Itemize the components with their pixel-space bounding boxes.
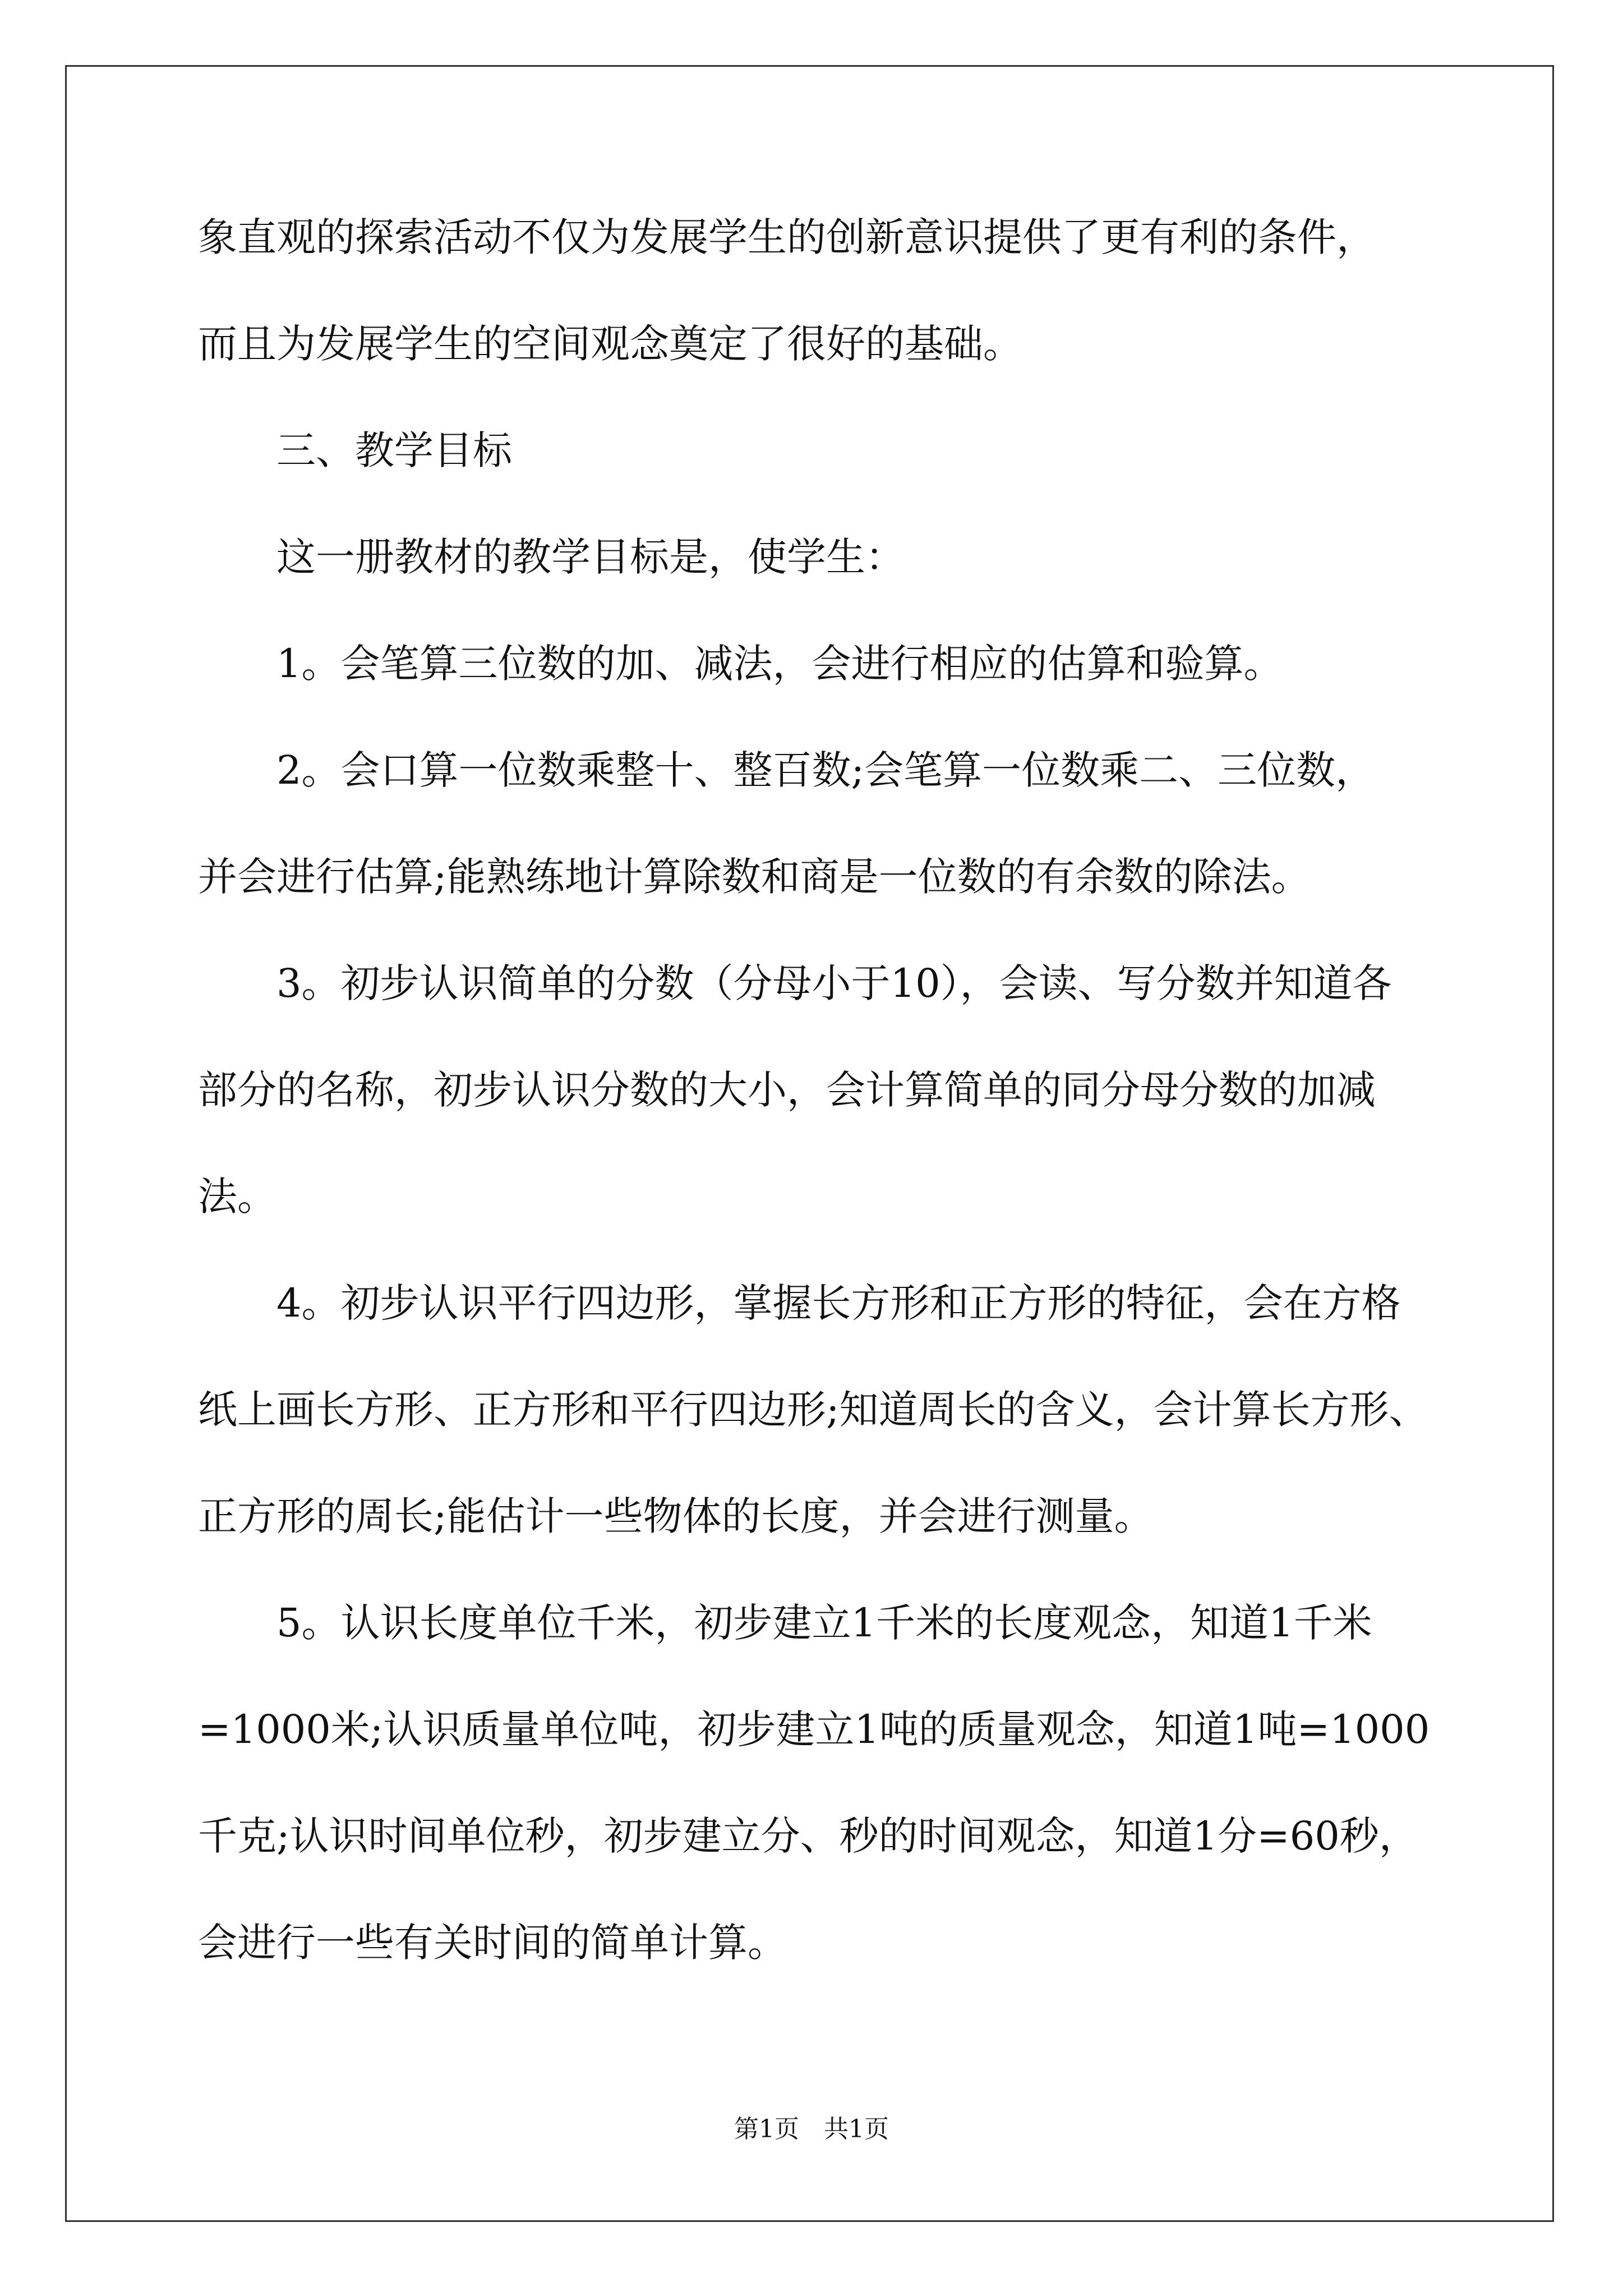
- section-heading: 三、教学目标: [276, 427, 512, 473]
- list-item-5-cont: =1000米;认识质量单位吨，初步建立1吨的质量观念，知道1吨=1000: [198, 1706, 1430, 1752]
- list-item-2-cont: 并会进行估算;能熟练地计算除数和商是一位数的有余数的除法。: [198, 854, 1311, 900]
- list-item-4-cont: 纸上画长方形、正方形和平行四边形;知道周长的含义，会计算长方形、: [198, 1387, 1428, 1433]
- list-item-3-cont: 法。: [198, 1174, 276, 1220]
- list-item-3: 3。初步认识简单的分数（分母小于10），会读、写分数并知道各: [276, 960, 1392, 1006]
- body-line: 而且为发展学生的空间观念奠定了很好的基础。: [198, 321, 1022, 367]
- page-border: [65, 65, 1554, 2222]
- list-item-5: 5。认识长度单位千米，初步建立1千米的长度观念，知道1千米: [276, 1600, 1372, 1646]
- list-item-4: 4。初步认识平行四边形，掌握长方形和正方形的特征，会在方格: [276, 1280, 1401, 1326]
- list-item-3-cont: 部分的名称，初步认识分数的大小，会计算简单的同分母分数的加减: [198, 1067, 1376, 1113]
- list-item-5-cont: 会进行一些有关时间的简单计算。: [198, 1920, 787, 1966]
- list-item-5-cont: 千克;认识时间单位秒，初步建立分、秒的时间观念，知道1分=60秒，: [198, 1813, 1418, 1859]
- page-number-footer: 第1页 共1页: [734, 2115, 889, 2143]
- list-item-1: 1。会笔算三位数的加、减法，会进行相应的估算和验算。: [276, 641, 1283, 687]
- body-line: 这一册教材的教学目标是，使学生：: [276, 534, 905, 580]
- list-item-2: 2。会口算一位数乘整十、整百数;会笔算一位数乘二、三位数，: [276, 747, 1375, 793]
- list-item-4-cont: 正方形的周长;能估计一些物体的长度，并会进行测量。: [198, 1493, 1154, 1539]
- body-line: 象直观的探索活动不仅为发展学生的创新意识提供了更有利的条件，: [198, 214, 1376, 260]
